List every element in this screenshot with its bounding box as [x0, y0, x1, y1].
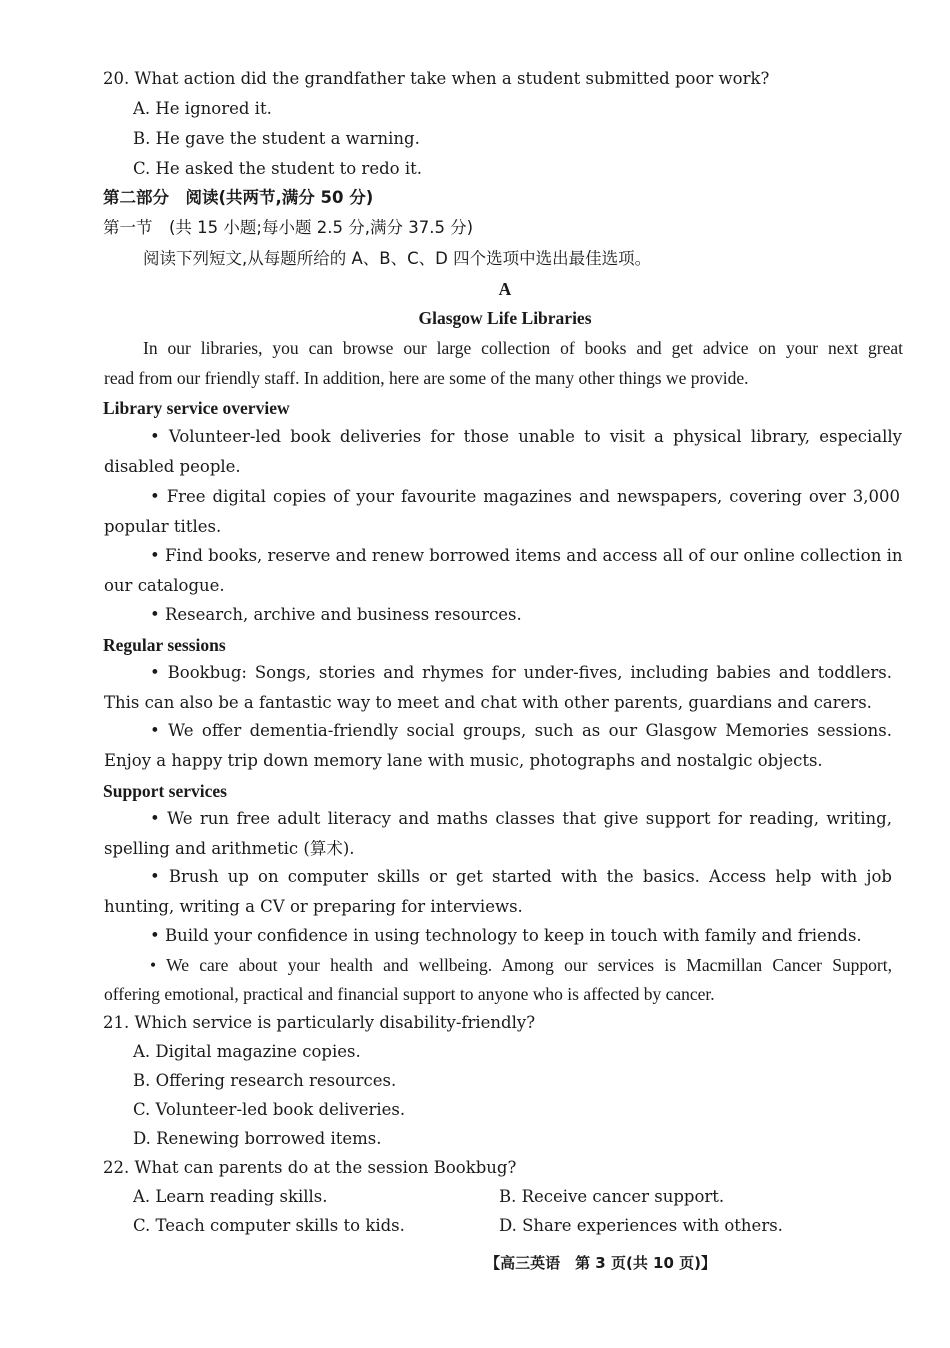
overview-heading: Library service overview — [103, 398, 290, 418]
regular-item-2-line-2: Enjoy a happy trip down memory lane with music, photographs and nostalgic objects. — [104, 751, 823, 770]
q21-stem: 21. Which service is particularly disability-friendly? — [103, 1013, 536, 1032]
reading-instruction: 阅读下列短文,从每题所给的 A、B、C、D 四个选项中选出最佳选项。 — [143, 249, 652, 268]
page-footer: 【高三英语 第 3 页(共 10 页)】 — [485, 1254, 716, 1272]
overview-item-4: • Research, archive and business resources. — [150, 605, 522, 624]
regular-item-2-line-1: • We offer dementia-friendly social groups, such as our Glasgow Memories sessions. — [150, 721, 892, 740]
overview-item-2-line-2: popular titles. — [104, 517, 222, 536]
overview-item-3-line-2: our catalogue. — [104, 576, 225, 595]
passage-letter: A — [498, 279, 512, 299]
support-heading: Support services — [103, 781, 227, 801]
support-item-1-line-2: spelling and arithmetic (算术). — [104, 839, 355, 858]
support-item-3: • Build your confidence in using technology to keep in touch with family and friends. — [150, 926, 862, 945]
intro-line-1: In our libraries, you can browse our large collection of books and get advice on your next great — [143, 338, 903, 358]
q22-stem: 22. What can parents do at the session Bookbug? — [103, 1158, 517, 1177]
q20-stem: 20. What action did the grandfather take when a student submitted poor work? — [103, 69, 770, 88]
overview-item-1-line-1: • Volunteer-led book deliveries for those unable to visit a physical library, especially — [150, 427, 902, 446]
support-item-4-line-1: • We care about your health and wellbeing. Among our services is Macmillan Cancer Support, — [150, 955, 892, 975]
section1-title: 第一节 (共 15 小题;每小题 2.5 分,满分 37.5 分) — [103, 218, 474, 237]
q22-option-d: D. Share experiences with others. — [499, 1216, 783, 1235]
part2-title: 第二部分 阅读(共两节,满分 50 分) — [103, 188, 374, 207]
q20-option-a: A. He ignored it. — [133, 99, 272, 118]
intro-line-2: read from our friendly staff. In addition, here are some of the many other things we provide. — [104, 368, 749, 388]
q21-option-a: A. Digital magazine copies. — [133, 1042, 361, 1061]
support-item-1-line-1: • We run free adult literacy and maths classes that give support for reading, writing, — [150, 809, 892, 828]
support-item-2-line-2: hunting, writing a CV or preparing for interviews. — [104, 897, 523, 916]
q21-option-d: D. Renewing borrowed items. — [133, 1129, 382, 1148]
support-item-2-line-1: • Brush up on computer skills or get started with the basics. Access help with job — [150, 867, 892, 886]
q21-option-b: B. Offering research resources. — [133, 1071, 397, 1090]
q22-option-b: B. Receive cancer support. — [499, 1187, 725, 1206]
regular-item-1-line-2: This can also be a fantastic way to meet and chat with other parents, guardians and carers. — [104, 693, 872, 712]
support-item-4-line-2: offering emotional, practical and financial support to anyone who is affected by cancer. — [104, 984, 715, 1004]
overview-item-2-line-1: • Free digital copies of your favourite magazines and newspapers, covering over 3,000 — [150, 487, 900, 506]
q21-option-c: C. Volunteer-led book deliveries. — [133, 1100, 406, 1119]
q22-option-a: A. Learn reading skills. — [133, 1187, 328, 1206]
overview-item-3-line-1: • Find books, reserve and renew borrowed items and access all of our online collection in — [150, 546, 903, 565]
overview-item-1-line-2: disabled people. — [104, 457, 241, 476]
regular-item-1-line-1: • Bookbug: Songs, stories and rhymes for under-fives, including babies and toddlers. — [150, 663, 892, 682]
q20-option-c: C. He asked the student to redo it. — [133, 159, 422, 178]
regular-heading: Regular sessions — [103, 635, 226, 655]
q20-option-b: B. He gave the student a warning. — [133, 129, 420, 148]
q22-option-c: C. Teach computer skills to kids. — [133, 1216, 405, 1235]
passage-title: Glasgow Life Libraries — [418, 308, 592, 328]
